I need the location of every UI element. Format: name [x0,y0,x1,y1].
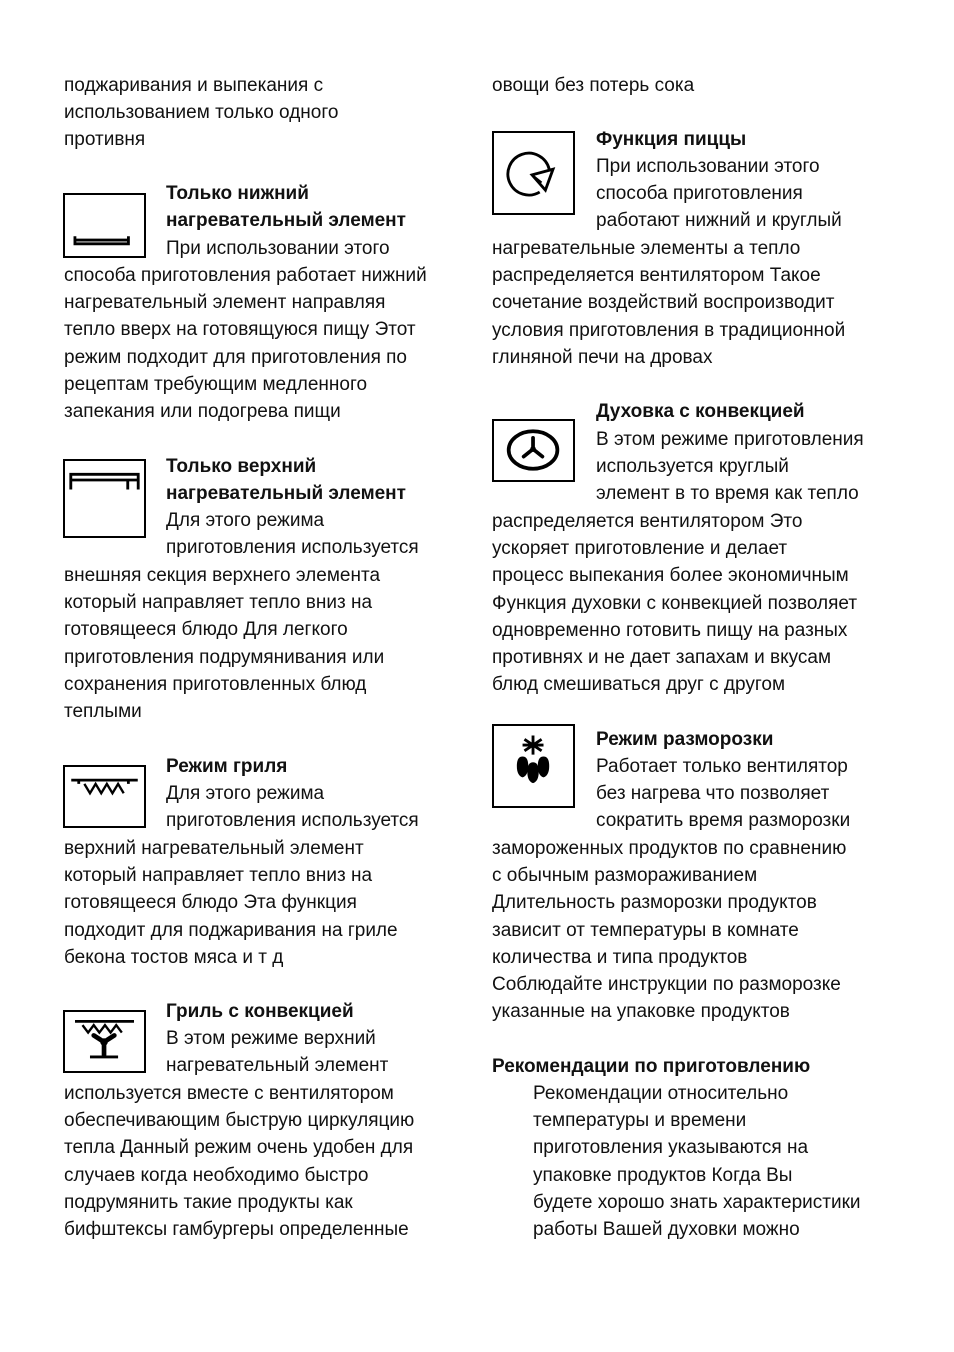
intro-text-right: овощи без потерь сока [492,75,695,96]
section-title-convection: Духовка с конвекцией [596,401,805,422]
section-body-grill-convection-b: используется вместе с вентилятором обеспечивающим быструю циркуляцию тепла Данный режим очень удобен для случаев когда необходимо быстро подрумянить такие продукты как бифштексы гамбургеры определенные [64,1083,415,1241]
section-body-convection-a: В этом режиме приготовления используется круглый элемент в то время как тепло [596,429,864,505]
upper-heating-element-icon [63,459,146,538]
section-title-lower-element: Только нижний нагревательный элемент [166,183,406,232]
section-title-pizza: Функция пиццы [596,129,747,150]
grill-icon [63,765,146,828]
section-title-recommendations: Рекомендации по приготовлению [492,1056,811,1077]
section-body-upper-element-a: Для этого режима приготовления используется [166,510,419,559]
grill-fan-icon [63,1010,146,1073]
fan-icon [492,419,575,482]
section-title-upper-element: Только верхний нагревательный элемент [166,456,406,505]
section-body-pizza-b: нагревательные элементы а тепло распределяется вентилятором Такое сочетание воздействий воспроизводит условия приготовления в традиционной глиняной печи на дровах [492,238,846,368]
section-body-upper-element-b: внешняя секция верхнего элемента который направляет тепло вниз на готовящееся блюдо Для легкого приготовления подрумянивания или сохранения приготовленных блюд теплыми [64,565,385,723]
section-body-grill-convection-a: В этом режиме верхний нагревательный элемент [166,1028,389,1077]
section-body-convection-b: распределяется вентилятором Это ускоряет приготовление и делает процесс выпекания более экономичным Функция духовки с конвекцией позволяет одновременно готовить пищу на разных противнях и не дает запахам и вкусам блюд смешиваться друг с другом [492,511,858,696]
lower-heating-element-icon [63,193,146,258]
section-body-pizza-a: При использовании этого способа приготовления работают нижний и круглый [596,156,842,232]
pizza-icon [492,131,575,215]
section-body-lower-element-a: При использовании этого [166,238,390,259]
section-body-defrost-a: Работает только вентилятор без нагрева что позволяет сократить время разморозки [596,756,851,832]
defrost-icon [492,724,575,808]
section-title-grill-convection: Гриль с конвекцией [166,1001,354,1022]
section-title-grill: Режим гриля [166,756,288,777]
section-body-grill-a: Для этого режима приготовления используется [166,783,419,832]
section-body-lower-element-b: способа приготовления работает нижний нагревательный элемент направляя тепло вверх на готовящуюся пищу Этот режим подходит для приготовления по рецептам требующим медленного запекания или подогрева пищи [64,265,427,423]
intro-text-left: поджаривания и выпекания с использованием только одного противня [64,75,339,151]
section-body-defrost-b: замороженных продуктов по сравнению с обычным размораживанием Длительность разморозки продуктов зависит от температуры в комнате количества и типа продуктов Соблюдайте инструкции по разморозке указанные на упаковке продуктов [492,838,847,1023]
section-title-defrost: Режим разморозки [596,729,774,750]
section-body-grill-b: верхний нагревательный элемент который направляет тепло вниз на готовящееся блюдо Эта функция подходит для поджаривания на гриле бекона тостов мяса и т д [64,838,398,968]
section-body-recommendations: Рекомендации относительно температуры и времени приготовления указываются на упаковке продуктов Когда Вы будете хорошо знать характеристики работы Вашей духовки можно [533,1083,861,1241]
